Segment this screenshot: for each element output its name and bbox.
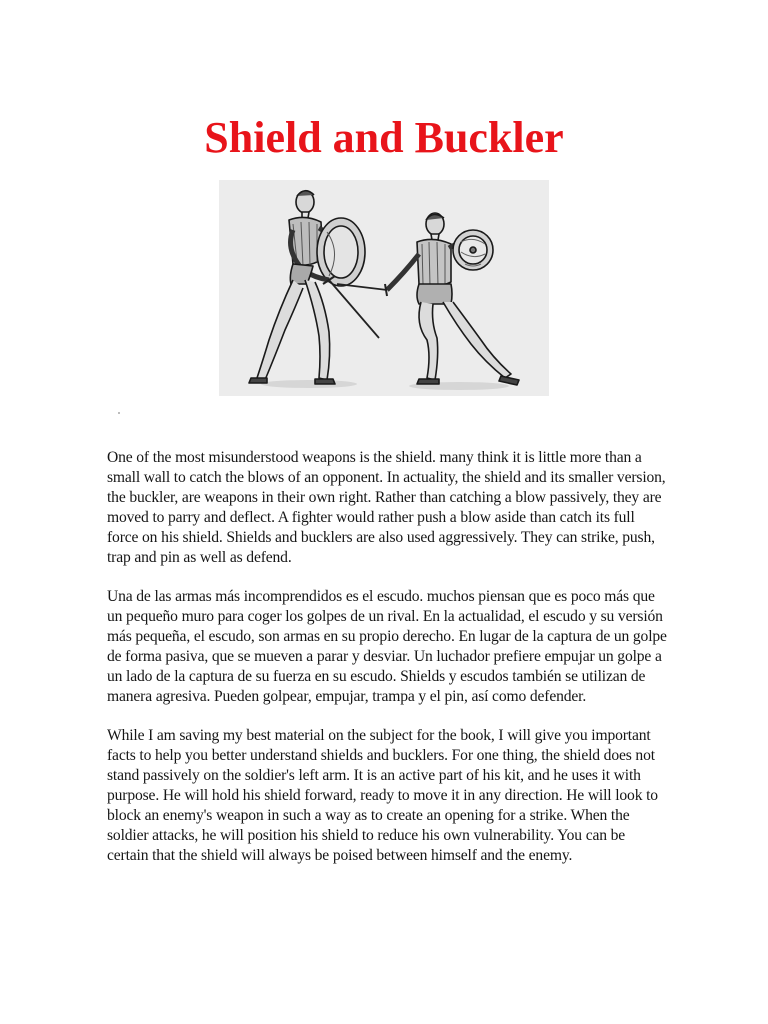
paragraph-english-details: While I am saving my best material on the subject for the book, I will give you important facts to help you better understand shields and bucklers. For one thing, the shield does not stand passively on the soldier's left arm. It is an active part of his kit, and he uses it with purpose. He will hold his shield forward, ready to move it in any direction. He will look to block an enemy's weapon in such a way as to create an opening for a strike. When the soldier attacks, he will position his shield to reduce his own vulnerability. You can be certain that the shield will always be poised between himself and the enemy. xyxy=(107,727,658,864)
page-title: Shield and Buckler xyxy=(204,113,564,162)
paragraph-spanish-translation: Una de las armas más incomprendidos es el escudo. muchos piensan que es poco más que un pequeño muro para coger los golpes de un rival. En la actualidad, el escudo y su versión más pequeña, el escudo, son armas en su propio derecho. En lugar de la captura de un golpe de forma pasiva, que se mueven a parar y desviar. Un luchador prefiere empujar un golpe a un lado de la captura de su fuerza en su escudo. Shields y escudos también se utilizan de manera agresiva. Pueden golpear, empujar, trampa y el pin, así como defender. xyxy=(107,588,667,705)
paragraph-english-intro: One of the most misunderstood weapons is the shield. many think it is little more than a small wall to catch the blows of an opponent. In actuality, the shield and its smaller version, the buckler, are weapons in their own right. Rather than catching a blow passively, they are moved to parry and deflect. A fighter would rather push a blow aside than catch its full force on his shield. Shields and bucklers are also used aggressively. They can strike, push, trap and pin as well as defend. xyxy=(107,449,666,566)
fencers-illustration xyxy=(219,180,549,396)
fencers-with-shield-and-buckler-illustration xyxy=(219,180,549,396)
article-body xyxy=(107,448,667,885)
scan-speck xyxy=(118,412,120,414)
